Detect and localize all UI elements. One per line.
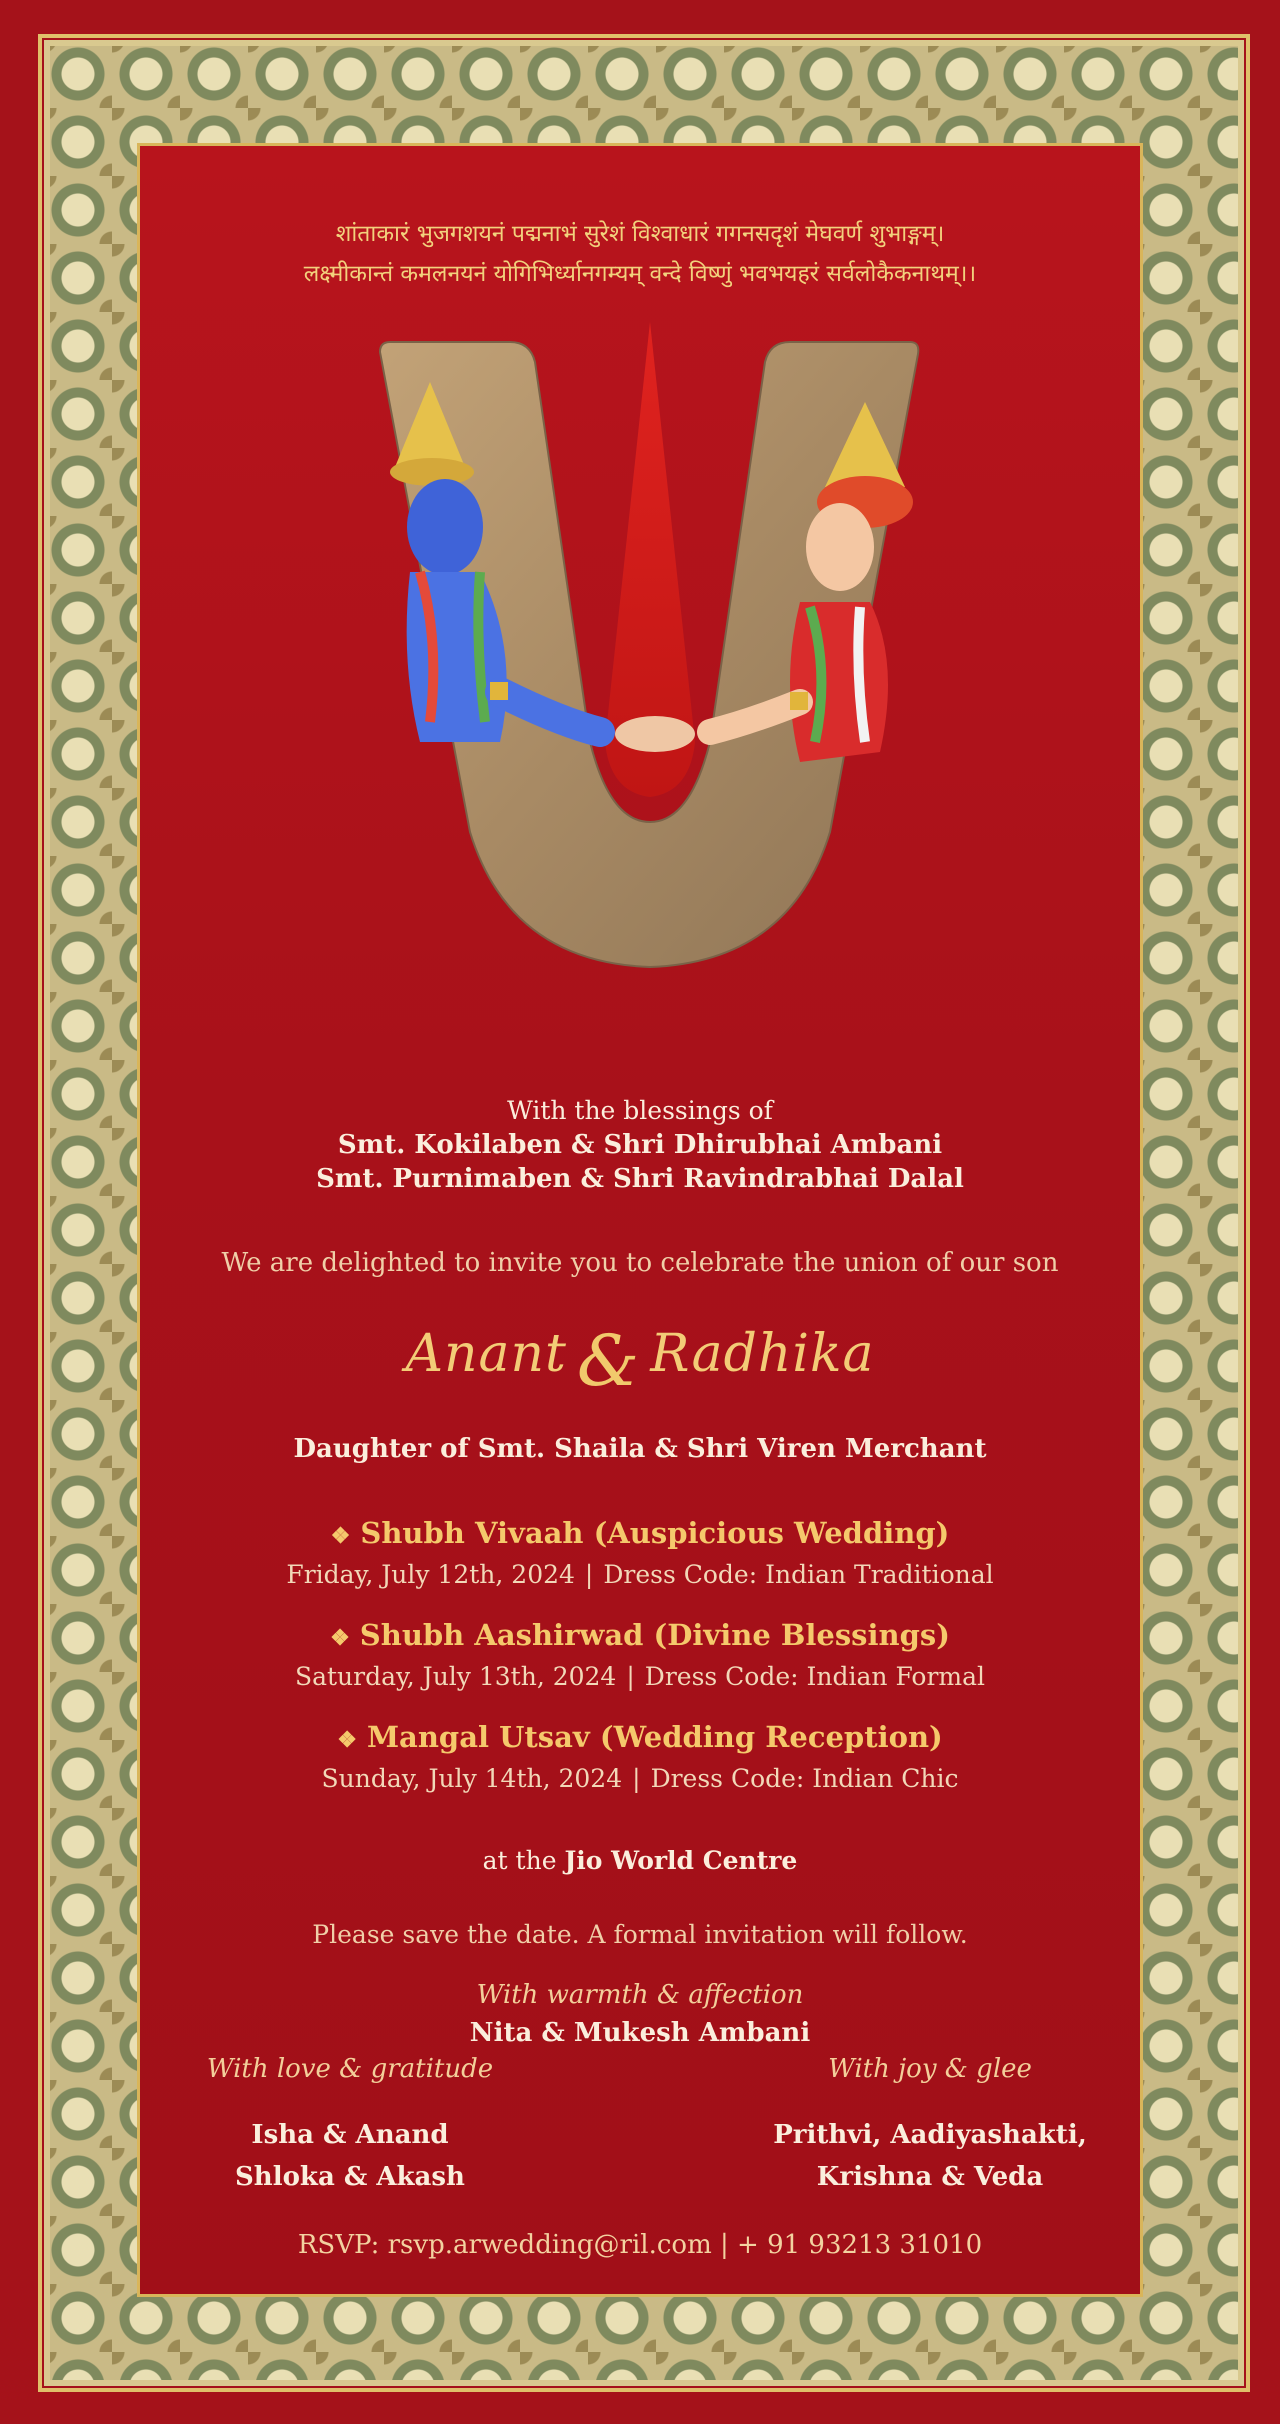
event-title-2 bbox=[140, 1618, 1140, 1652]
save-the-date-note: Please save the date. A formal invitation will follow. bbox=[312, 1920, 968, 1949]
event-separator: | bbox=[584, 1560, 594, 1589]
event-date: Saturday, July 13th, 2024 bbox=[294, 1662, 617, 1691]
signature-center-names: Nita & Mukesh Ambani bbox=[469, 2018, 811, 2048]
left-names-line-2: Shloka & Akash bbox=[235, 2162, 465, 2192]
event-date: Friday, July 12th, 2024 bbox=[286, 1560, 575, 1589]
blessings-name-2: Smt. Purnimaben & Shri Ravindrabhai Dalal bbox=[316, 1164, 964, 1194]
venue-name: Jio World Centre bbox=[564, 1846, 798, 1875]
invitation-panel bbox=[140, 146, 1140, 2294]
signature-center-phrase: With warmth & affection bbox=[476, 1980, 804, 2010]
event-details-3 bbox=[140, 1764, 1140, 1793]
vishnu-lakshmi-tilak-emblem bbox=[360, 322, 940, 1002]
event-title-text: Mangal Utsav (Wedding Reception) bbox=[366, 1720, 943, 1754]
daughter-of-line: Daughter of Smt. Shaila & Shri Viren Merchant bbox=[293, 1434, 987, 1464]
left-names-line-1: Isha & Anand bbox=[251, 2120, 449, 2150]
bride-name: Radhika bbox=[650, 1324, 875, 1384]
event-separator: | bbox=[626, 1662, 635, 1691]
invite-line: We are delighted to invite you to celebrate the union of our son bbox=[221, 1248, 1059, 1278]
signature-left-phrase: With love & gratitude bbox=[206, 2054, 494, 2084]
event-details-1 bbox=[140, 1560, 1140, 1589]
diamond-bullet-icon: ❖ bbox=[337, 1727, 357, 1753]
diamond-bullet-icon: ❖ bbox=[330, 1523, 351, 1549]
signature-left-names bbox=[140, 2114, 560, 2198]
venue-line bbox=[140, 1846, 1140, 1875]
right-names-line-1: Prithvi, Aadiyashakti, bbox=[773, 2120, 1087, 2150]
signature-right-names bbox=[720, 2114, 1140, 2198]
event-title-text: Shubh Vivaah (Auspicious Wedding) bbox=[360, 1516, 950, 1550]
groom-name: Anant bbox=[405, 1324, 567, 1384]
event-dress-code: Dress Code: Indian Chic bbox=[650, 1764, 959, 1793]
diamond-bullet-icon: ❖ bbox=[330, 1625, 350, 1651]
event-title-1 bbox=[140, 1516, 1140, 1550]
signature-right-phrase: With joy & glee bbox=[828, 2054, 1032, 2084]
blessings-intro: With the blessings of bbox=[507, 1096, 773, 1125]
shloka-line-2: लक्ष्मीकान्तं कमलनयनं योगिभिर्ध्यानगम्यम् वन्दे विष्णुं भवभयहरं सर्वलोकैकनाथम्।। bbox=[303, 261, 977, 287]
event-title-text: Shubh Aashirwad (Divine Blessings) bbox=[359, 1618, 950, 1652]
rsvp-line[interactable]: RSVP: rsvp.arwedding@ril.com | + 91 93213 31010 bbox=[297, 2230, 983, 2260]
event-separator: | bbox=[632, 1764, 641, 1793]
right-names-line-2: Krishna & Veda bbox=[816, 2162, 1044, 2192]
event-dress-code: Dress Code: Indian Traditional bbox=[603, 1560, 994, 1589]
couple-ampersand: & bbox=[576, 1320, 641, 1402]
blessings-name-1: Smt. Kokilaben & Shri Dhirubhai Ambani bbox=[337, 1130, 943, 1160]
event-date: Sunday, July 14th, 2024 bbox=[321, 1764, 623, 1793]
event-title-3 bbox=[140, 1720, 1140, 1754]
event-dress-code: Dress Code: Indian Formal bbox=[644, 1662, 986, 1691]
sanskrit-shloka bbox=[140, 214, 1140, 294]
venue-prefix: at the bbox=[482, 1846, 557, 1875]
couple-names bbox=[140, 1306, 1140, 1402]
event-details-2 bbox=[140, 1662, 1140, 1691]
shloka-line-1: शांताकारं भुजगशयनं पद्मनाभं सुरेशं विश्वाधारं गगनसदृशं मेघवर्ण शुभाङ्गम्। bbox=[335, 221, 945, 247]
joined-hands bbox=[615, 716, 695, 752]
